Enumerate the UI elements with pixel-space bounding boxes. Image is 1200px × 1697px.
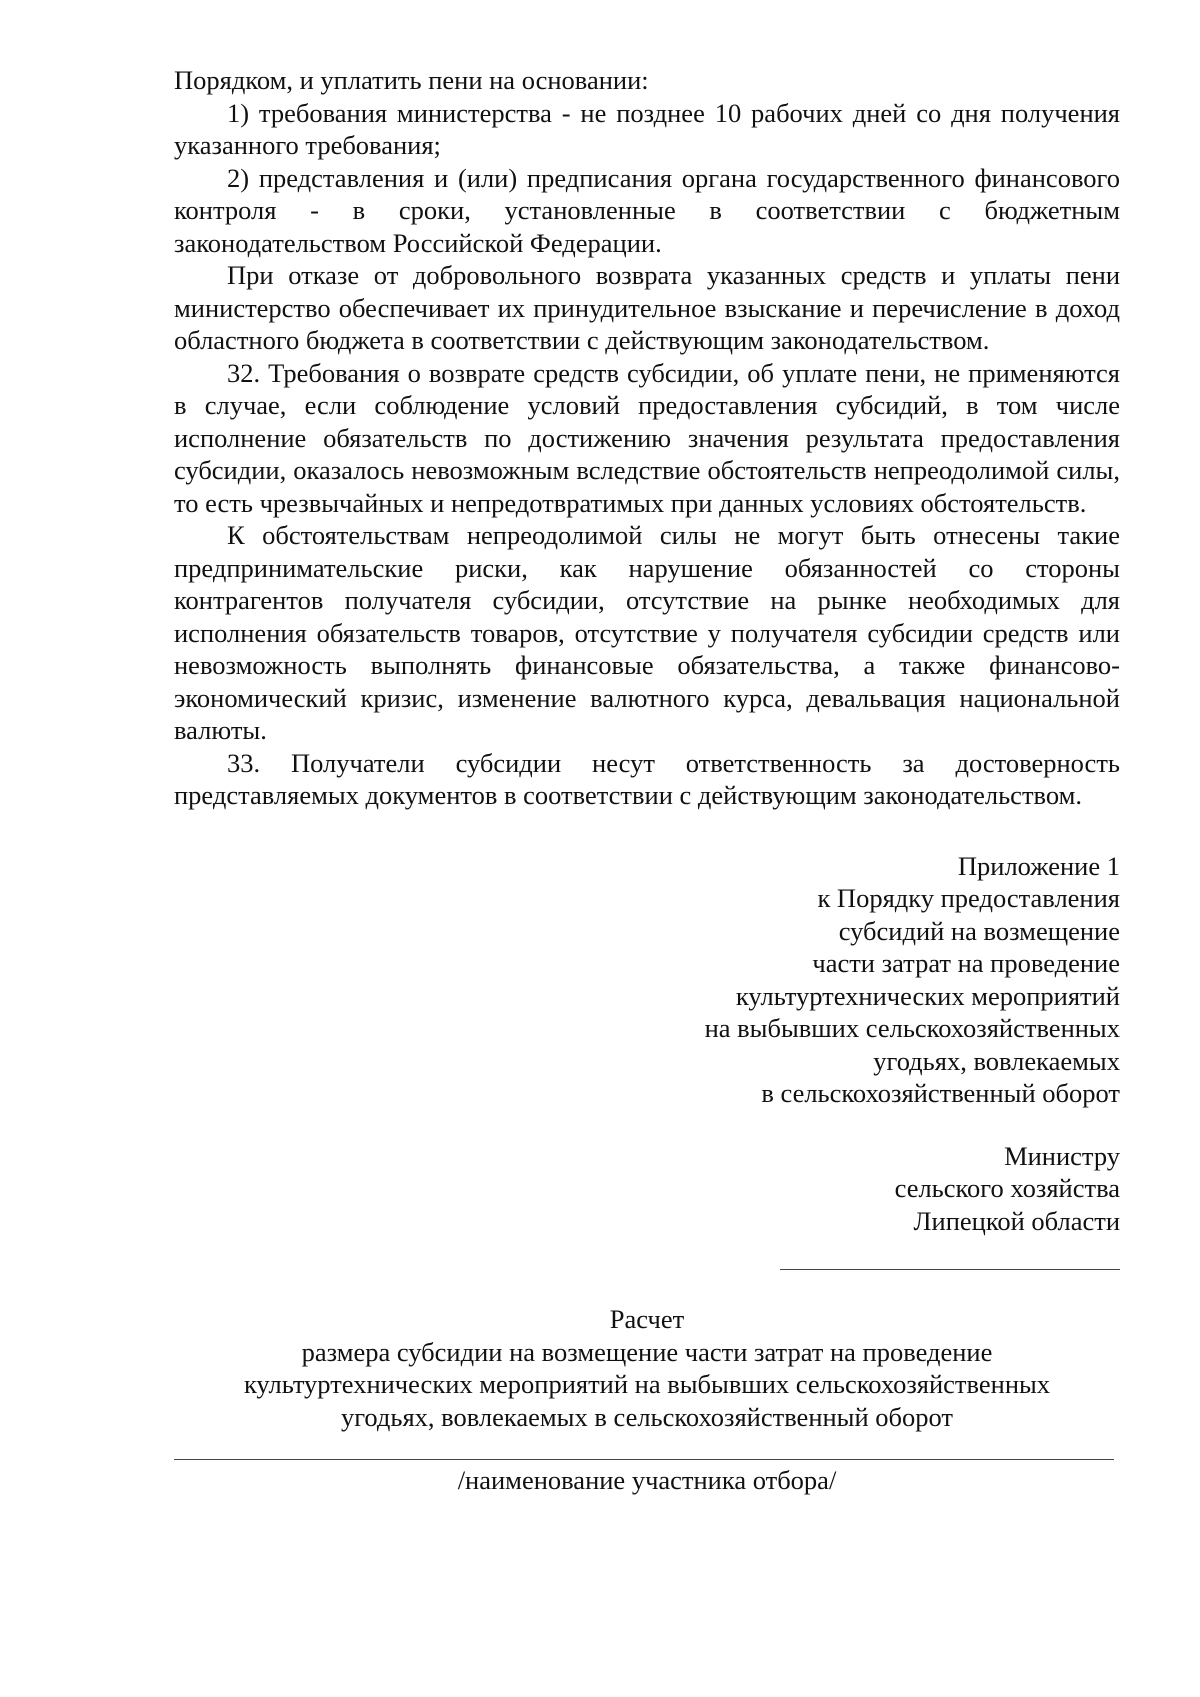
signature-fill-line xyxy=(780,1269,1120,1270)
document-page xyxy=(174,64,1120,1497)
calculation-title xyxy=(174,1303,1120,1433)
addressee-line: Министру xyxy=(1004,1140,1120,1171)
appendix-header xyxy=(174,850,1120,1110)
title-heading: Расчет xyxy=(609,1304,685,1334)
body-paragraph-7: 33. Получатели субсидии несут ответственность за достоверность представляемых документов в соответствии с действующим законодательством. xyxy=(174,747,1120,810)
body-paragraph-2: 1) требования министерства - не позднее 10 рабочих дней со дня получения указанного требования; xyxy=(174,97,1120,160)
body-paragraph-3: 2) представления и (или) предписания органа государственного финансового контроля - в сроки, установленные в соответствии с бюджетным законодательством Российской Федерации. xyxy=(174,162,1120,258)
body-paragraph-4: При отказе от добровольного возврата указанных средств и уплаты пени министерство обеспечивает их принудительное взыскание и перечисление в доход областного бюджета в соответствии с действующим законодательством. xyxy=(174,260,1120,355)
participant-name-fill-line xyxy=(174,1459,1114,1460)
body-paragraph-5: 32. Требования о возврате средств субсидии, об уплате пени, не применяются в случае, если соблюдение условий предоставления субсидий, в том числе исполнение обязательств по достижению значения результата предоставления субсидии, оказалось невозможным вследствие обстоятельств непреодолимой силы, то есть чрезвычайных и непредотвратимых при данных условиях обстоятельств. xyxy=(174,357,1120,518)
addressee-line: сельского хозяйства xyxy=(894,1173,1120,1203)
appendix-line: субсидий на возмещение xyxy=(838,915,1120,946)
title-line: угодьях, вовлекаемых в сельскохозяйственный оборот xyxy=(340,1401,954,1432)
participant-name-caption: /наименование участника отбора/ xyxy=(457,1465,837,1495)
appendix-line: культуртехнических мероприятий xyxy=(735,980,1120,1011)
addressee-line: Липецкой области xyxy=(913,1205,1120,1236)
appendix-line: в сельскохозяйственный оборот xyxy=(761,1078,1120,1108)
appendix-line: угодьях, вовлекаемых xyxy=(873,1045,1120,1076)
body-paragraph-6: К обстоятельствам непреодолимой силы не могут быть отнесены такие предпринимательские риски, как нарушение обязанностей со стороны контрагентов получателя субсидии, отсутствие на рынке необходимых для исполнения обязательств товаров, отсутствие у получателя субсидии средств или невозможность выполнять финансовые обязательства, а также финансово-экономический кризис, изменение валютного курса, девальвация национальной валюты. xyxy=(174,520,1120,745)
body-paragraph-1: Порядком, и уплатить пени на основании: xyxy=(174,65,649,95)
addressee-block xyxy=(174,1140,1120,1238)
title-line: культуртехнических мероприятий на выбывших сельскохозяйственных xyxy=(243,1369,1051,1399)
appendix-line: части затрат на проведение xyxy=(812,948,1120,978)
appendix-line: Приложение 1 xyxy=(957,850,1120,881)
title-line: размера субсидии на возмещение части затрат на проведение xyxy=(301,1336,993,1367)
appendix-line: к Порядку предоставления xyxy=(817,883,1120,913)
appendix-line: на выбывших сельскохозяйственных xyxy=(704,1013,1120,1043)
